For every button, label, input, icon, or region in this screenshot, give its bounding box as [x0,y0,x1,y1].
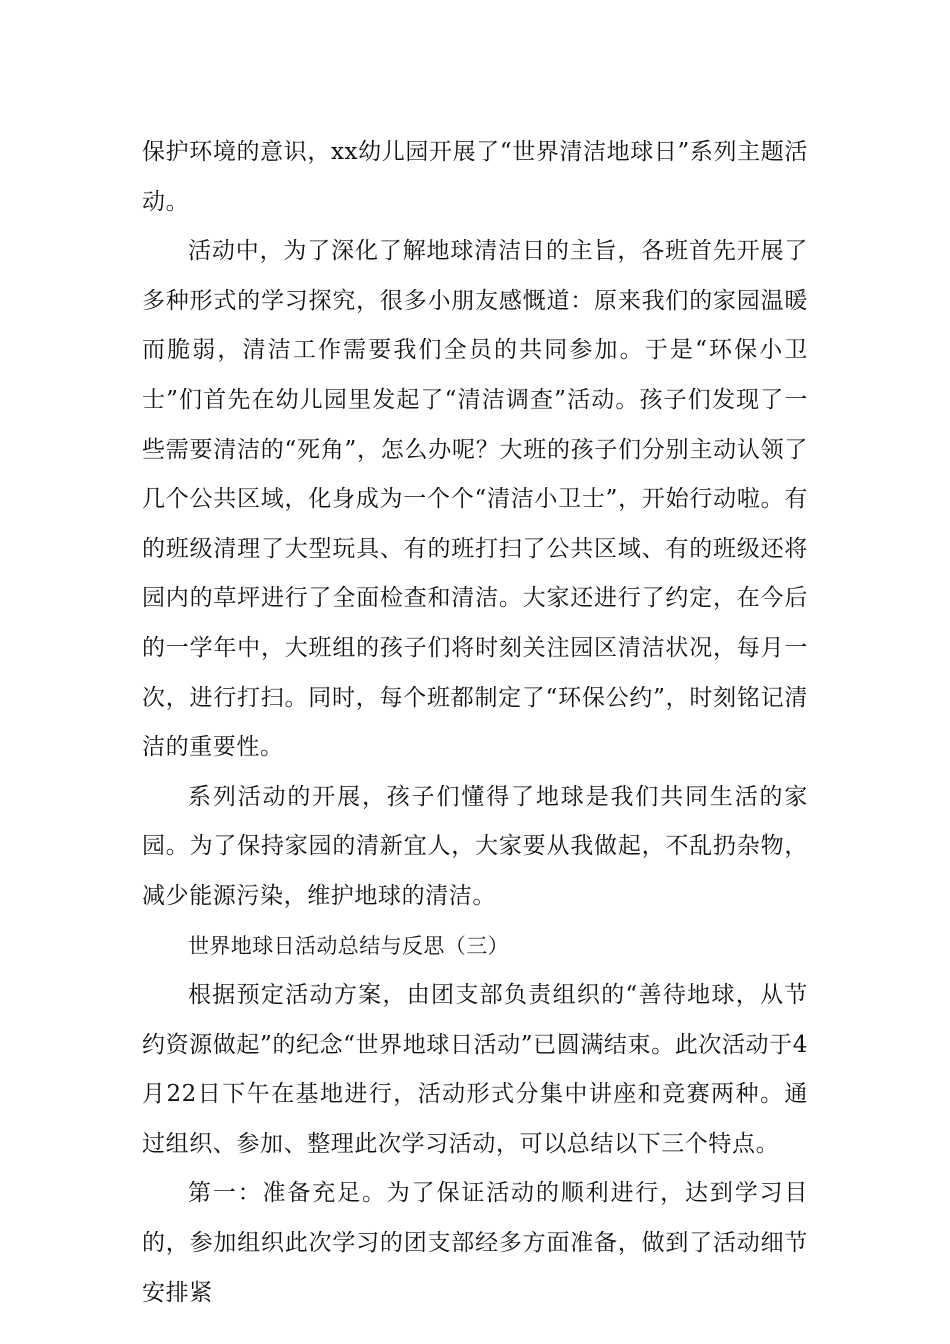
paragraph-point-one: 第一：准备充足。为了保证活动的顺利进行，达到学习目的，参加组织此次学习的团支部经多方面准备，做到了活动细节安排紧 [142,1180,808,1306]
paragraph-summary-intro: 根据预定活动方案，由团支部负责组织的“善待地球，从节约资源做起”的纪念“世界地球日活动”已圆满结束。此次活动于4月22日下午在基地进行，活动形式分集中讲座和竞赛两种。通过组织、参加、整理此次学习活动，可以总结以下三个特点。 [142,982,808,1157]
document-body [142,128,808,1318]
section-heading: 世界地球日活动总结与反思（三） [188,933,509,958]
paragraph-continued: 保护环境的意识，xx幼儿园开展了“世界清洁地球日”系列主题活动。 [142,139,808,215]
paragraph-activity-result: 系列活动的开展，孩子们懂得了地球是我们共同生活的家园。为了保持家园的清新宜人，大家要从我做起，不乱扔杂物，减少能源污染，维护地球的清洁。 [142,783,808,909]
paragraph-activity-description: 活动中，为了深化了解地球清洁日的主旨，各班首先开展了多种形式的学习探究，很多小朋友感慨道：原来我们的家园温暖而脆弱，清洁工作需要我们全员的共同参加。于是“环保小卫士”们首先在幼儿园里发起了“清洁调查”活动。孩子们发现了一些需要清洁的“死角”，怎么办呢？大班的孩子们分别主动认领了几个公共区域，化身成为一个个“清洁小卫士”，开始行动啦。有的班级清理了大型玩具、有的班打扫了公共区域、有的班级还将园内的草坪进行了全面检查和清洁。大家还进行了约定，在今后的一学年中，大班组的孩子们将时刻关注园区清洁状况，每月一次，进行打扫。同时，每个班都制定了“环保公约”，时刻铭记清洁的重要性。 [142,238,808,761]
